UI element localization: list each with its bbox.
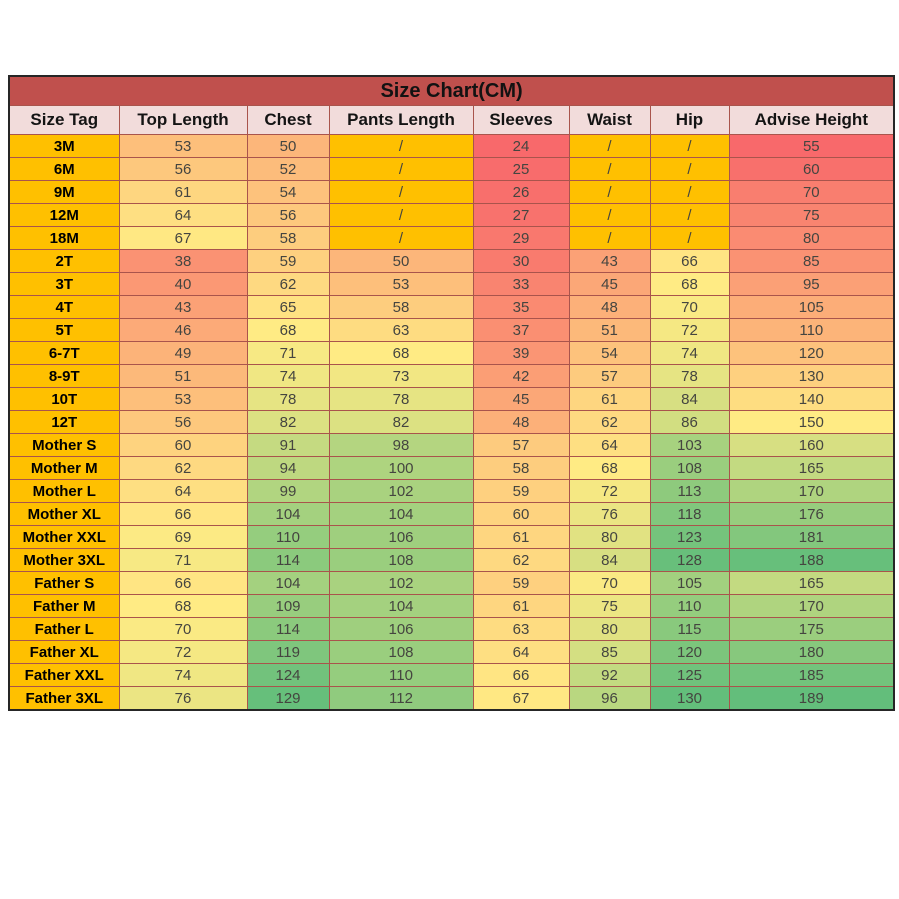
value-cell: 95 — [729, 273, 894, 296]
value-cell: 62 — [473, 549, 569, 572]
value-cell: 104 — [247, 503, 329, 526]
table-row — [9, 664, 894, 687]
value-cell: 128 — [650, 549, 729, 572]
value-cell: 27 — [473, 204, 569, 227]
value-cell: 37 — [473, 319, 569, 342]
value-cell: / — [569, 135, 650, 158]
value-cell: 53 — [119, 388, 247, 411]
page-title: Size Chart(CM) — [9, 76, 894, 106]
table-row — [9, 227, 894, 250]
value-cell: 176 — [729, 503, 894, 526]
column-header: Waist — [569, 106, 650, 135]
value-cell: 58 — [329, 296, 473, 319]
value-cell: 120 — [729, 342, 894, 365]
value-cell: 175 — [729, 618, 894, 641]
value-cell: 96 — [569, 687, 650, 711]
value-cell: 80 — [569, 526, 650, 549]
value-cell: 64 — [119, 204, 247, 227]
value-cell: 68 — [569, 457, 650, 480]
value-cell: 114 — [247, 618, 329, 641]
table-row — [9, 618, 894, 641]
size-tag-cell: Mother S — [9, 434, 119, 457]
value-cell: 35 — [473, 296, 569, 319]
value-cell: 110 — [329, 664, 473, 687]
size-tag-cell: Father XL — [9, 641, 119, 664]
table-row — [9, 342, 894, 365]
size-tag-cell: 12T — [9, 411, 119, 434]
value-cell: 104 — [329, 503, 473, 526]
value-cell: 74 — [119, 664, 247, 687]
value-cell: / — [650, 227, 729, 250]
value-cell: 72 — [119, 641, 247, 664]
value-cell: 104 — [329, 595, 473, 618]
value-cell: / — [569, 204, 650, 227]
value-cell: / — [650, 204, 729, 227]
value-cell: 25 — [473, 158, 569, 181]
table-row — [9, 204, 894, 227]
value-cell: 55 — [729, 135, 894, 158]
size-tag-cell: Father M — [9, 595, 119, 618]
size-tag-cell: Mother L — [9, 480, 119, 503]
value-cell: 72 — [569, 480, 650, 503]
value-cell: 75 — [569, 595, 650, 618]
value-cell: 73 — [329, 365, 473, 388]
value-cell: / — [329, 158, 473, 181]
value-cell: 68 — [247, 319, 329, 342]
value-cell: 71 — [247, 342, 329, 365]
column-header: Advise Height — [729, 106, 894, 135]
value-cell: 76 — [569, 503, 650, 526]
value-cell: 24 — [473, 135, 569, 158]
value-cell: 188 — [729, 549, 894, 572]
value-cell: 115 — [650, 618, 729, 641]
value-cell: 42 — [473, 365, 569, 388]
value-cell: 114 — [247, 549, 329, 572]
value-cell: 108 — [329, 641, 473, 664]
value-cell: 66 — [119, 572, 247, 595]
value-cell: 56 — [247, 204, 329, 227]
size-tag-cell: Father S — [9, 572, 119, 595]
table-row — [9, 595, 894, 618]
size-tag-cell: 9M — [9, 181, 119, 204]
value-cell: / — [569, 181, 650, 204]
size-tag-cell: 6M — [9, 158, 119, 181]
size-tag-cell: 2T — [9, 250, 119, 273]
size-tag-cell: 5T — [9, 319, 119, 342]
value-cell: 66 — [650, 250, 729, 273]
value-cell: 64 — [119, 480, 247, 503]
value-cell: 98 — [329, 434, 473, 457]
value-cell: 51 — [569, 319, 650, 342]
value-cell: 103 — [650, 434, 729, 457]
table-row — [9, 388, 894, 411]
value-cell: 91 — [247, 434, 329, 457]
value-cell: 125 — [650, 664, 729, 687]
size-tag-cell: Mother XL — [9, 503, 119, 526]
value-cell: 69 — [119, 526, 247, 549]
value-cell: 110 — [650, 595, 729, 618]
value-cell: 68 — [329, 342, 473, 365]
value-cell: 76 — [119, 687, 247, 711]
value-cell: 62 — [247, 273, 329, 296]
value-cell: 58 — [473, 457, 569, 480]
value-cell: 165 — [729, 572, 894, 595]
value-cell: 54 — [247, 181, 329, 204]
value-cell: / — [650, 158, 729, 181]
value-cell: 94 — [247, 457, 329, 480]
value-cell: 39 — [473, 342, 569, 365]
value-cell: 50 — [329, 250, 473, 273]
value-cell: 105 — [650, 572, 729, 595]
value-cell: 105 — [729, 296, 894, 319]
value-cell: 129 — [247, 687, 329, 711]
size-tag-cell: Mother M — [9, 457, 119, 480]
value-cell: / — [329, 181, 473, 204]
value-cell: 112 — [329, 687, 473, 711]
value-cell: 66 — [119, 503, 247, 526]
value-cell: 56 — [119, 158, 247, 181]
value-cell: 63 — [329, 319, 473, 342]
value-cell: 56 — [119, 411, 247, 434]
value-cell: / — [329, 227, 473, 250]
value-cell: 33 — [473, 273, 569, 296]
value-cell: 60 — [729, 158, 894, 181]
value-cell: 140 — [729, 388, 894, 411]
table-row — [9, 526, 894, 549]
value-cell: 78 — [247, 388, 329, 411]
value-cell: 48 — [569, 296, 650, 319]
table-row — [9, 641, 894, 664]
size-tag-cell: 4T — [9, 296, 119, 319]
value-cell: 78 — [650, 365, 729, 388]
value-cell: 110 — [729, 319, 894, 342]
value-cell: 26 — [473, 181, 569, 204]
title-row — [9, 76, 894, 106]
value-cell: 100 — [329, 457, 473, 480]
value-cell: 66 — [473, 664, 569, 687]
value-cell: 67 — [119, 227, 247, 250]
size-tag-cell: Mother 3XL — [9, 549, 119, 572]
value-cell: 80 — [569, 618, 650, 641]
value-cell: 124 — [247, 664, 329, 687]
size-tag-cell: 6-7T — [9, 342, 119, 365]
value-cell: 160 — [729, 434, 894, 457]
value-cell: 113 — [650, 480, 729, 503]
table-row — [9, 434, 894, 457]
value-cell: 29 — [473, 227, 569, 250]
value-cell: 110 — [247, 526, 329, 549]
value-cell: 74 — [650, 342, 729, 365]
column-header: Chest — [247, 106, 329, 135]
value-cell: 62 — [119, 457, 247, 480]
table-row — [9, 250, 894, 273]
table-row — [9, 135, 894, 158]
value-cell: / — [329, 135, 473, 158]
value-cell: 75 — [729, 204, 894, 227]
value-cell: 74 — [247, 365, 329, 388]
value-cell: 170 — [729, 480, 894, 503]
table-row — [9, 365, 894, 388]
header-row — [9, 106, 894, 135]
value-cell: 63 — [473, 618, 569, 641]
table-row — [9, 411, 894, 434]
table-row — [9, 158, 894, 181]
value-cell: 59 — [473, 572, 569, 595]
value-cell: 62 — [569, 411, 650, 434]
value-cell: 50 — [247, 135, 329, 158]
value-cell: 180 — [729, 641, 894, 664]
value-cell: 51 — [119, 365, 247, 388]
size-tag-cell: 8-9T — [9, 365, 119, 388]
value-cell: 45 — [473, 388, 569, 411]
value-cell: 70 — [569, 572, 650, 595]
value-cell: / — [569, 158, 650, 181]
value-cell: 68 — [119, 595, 247, 618]
value-cell: 67 — [473, 687, 569, 711]
value-cell: 185 — [729, 664, 894, 687]
value-cell: 106 — [329, 526, 473, 549]
table-row — [9, 181, 894, 204]
value-cell: 68 — [650, 273, 729, 296]
value-cell: 181 — [729, 526, 894, 549]
value-cell: 60 — [119, 434, 247, 457]
table-row — [9, 549, 894, 572]
value-cell: 70 — [650, 296, 729, 319]
value-cell: 30 — [473, 250, 569, 273]
column-header: Size Tag — [9, 106, 119, 135]
size-tag-cell: 3M — [9, 135, 119, 158]
value-cell: 130 — [729, 365, 894, 388]
column-header: Pants Length — [329, 106, 473, 135]
table-row — [9, 503, 894, 526]
value-cell: 38 — [119, 250, 247, 273]
value-cell: 170 — [729, 595, 894, 618]
value-cell: 92 — [569, 664, 650, 687]
value-cell: 54 — [569, 342, 650, 365]
value-cell: 61 — [473, 526, 569, 549]
value-cell: 53 — [329, 273, 473, 296]
value-cell: 72 — [650, 319, 729, 342]
value-cell: 52 — [247, 158, 329, 181]
column-header: Hip — [650, 106, 729, 135]
value-cell: 84 — [650, 388, 729, 411]
value-cell: 106 — [329, 618, 473, 641]
value-cell: 108 — [329, 549, 473, 572]
value-cell: 120 — [650, 641, 729, 664]
table-row — [9, 572, 894, 595]
column-header: Top Length — [119, 106, 247, 135]
value-cell: 104 — [247, 572, 329, 595]
value-cell: / — [650, 135, 729, 158]
size-tag-cell: Mother XXL — [9, 526, 119, 549]
value-cell: 189 — [729, 687, 894, 711]
value-cell: 86 — [650, 411, 729, 434]
size-tag-cell: Father XXL — [9, 664, 119, 687]
size-chart-table — [8, 75, 895, 711]
value-cell: 43 — [119, 296, 247, 319]
value-cell: 70 — [729, 181, 894, 204]
value-cell: 82 — [329, 411, 473, 434]
size-tag-cell: 12M — [9, 204, 119, 227]
value-cell: 53 — [119, 135, 247, 158]
value-cell: 84 — [569, 549, 650, 572]
value-cell: 130 — [650, 687, 729, 711]
column-header: Sleeves — [473, 106, 569, 135]
value-cell: 64 — [473, 641, 569, 664]
value-cell: 108 — [650, 457, 729, 480]
value-cell: 40 — [119, 273, 247, 296]
value-cell: 61 — [119, 181, 247, 204]
value-cell: 109 — [247, 595, 329, 618]
value-cell: 118 — [650, 503, 729, 526]
value-cell: 165 — [729, 457, 894, 480]
value-cell: 57 — [569, 365, 650, 388]
value-cell: 46 — [119, 319, 247, 342]
value-cell: 85 — [729, 250, 894, 273]
value-cell: 61 — [473, 595, 569, 618]
value-cell: 49 — [119, 342, 247, 365]
value-cell: 57 — [473, 434, 569, 457]
value-cell: 78 — [329, 388, 473, 411]
value-cell: 80 — [729, 227, 894, 250]
size-tag-cell: 3T — [9, 273, 119, 296]
table-row — [9, 457, 894, 480]
table-row — [9, 273, 894, 296]
value-cell: 59 — [473, 480, 569, 503]
value-cell: / — [650, 181, 729, 204]
value-cell: 43 — [569, 250, 650, 273]
value-cell: 119 — [247, 641, 329, 664]
value-cell: 48 — [473, 411, 569, 434]
value-cell: 71 — [119, 549, 247, 572]
size-tag-cell: 18M — [9, 227, 119, 250]
value-cell: 99 — [247, 480, 329, 503]
value-cell: 123 — [650, 526, 729, 549]
value-cell: 82 — [247, 411, 329, 434]
table-row — [9, 480, 894, 503]
value-cell: 45 — [569, 273, 650, 296]
table-row — [9, 296, 894, 319]
value-cell: 64 — [569, 434, 650, 457]
value-cell: 85 — [569, 641, 650, 664]
table-row — [9, 687, 894, 711]
value-cell: / — [329, 204, 473, 227]
value-cell: 58 — [247, 227, 329, 250]
size-tag-cell: Father 3XL — [9, 687, 119, 711]
table-row — [9, 319, 894, 342]
value-cell: 150 — [729, 411, 894, 434]
value-cell: 70 — [119, 618, 247, 641]
value-cell: 60 — [473, 503, 569, 526]
size-tag-cell: Father L — [9, 618, 119, 641]
value-cell: 59 — [247, 250, 329, 273]
value-cell: 102 — [329, 572, 473, 595]
value-cell: / — [569, 227, 650, 250]
value-cell: 65 — [247, 296, 329, 319]
value-cell: 61 — [569, 388, 650, 411]
value-cell: 102 — [329, 480, 473, 503]
size-tag-cell: 10T — [9, 388, 119, 411]
